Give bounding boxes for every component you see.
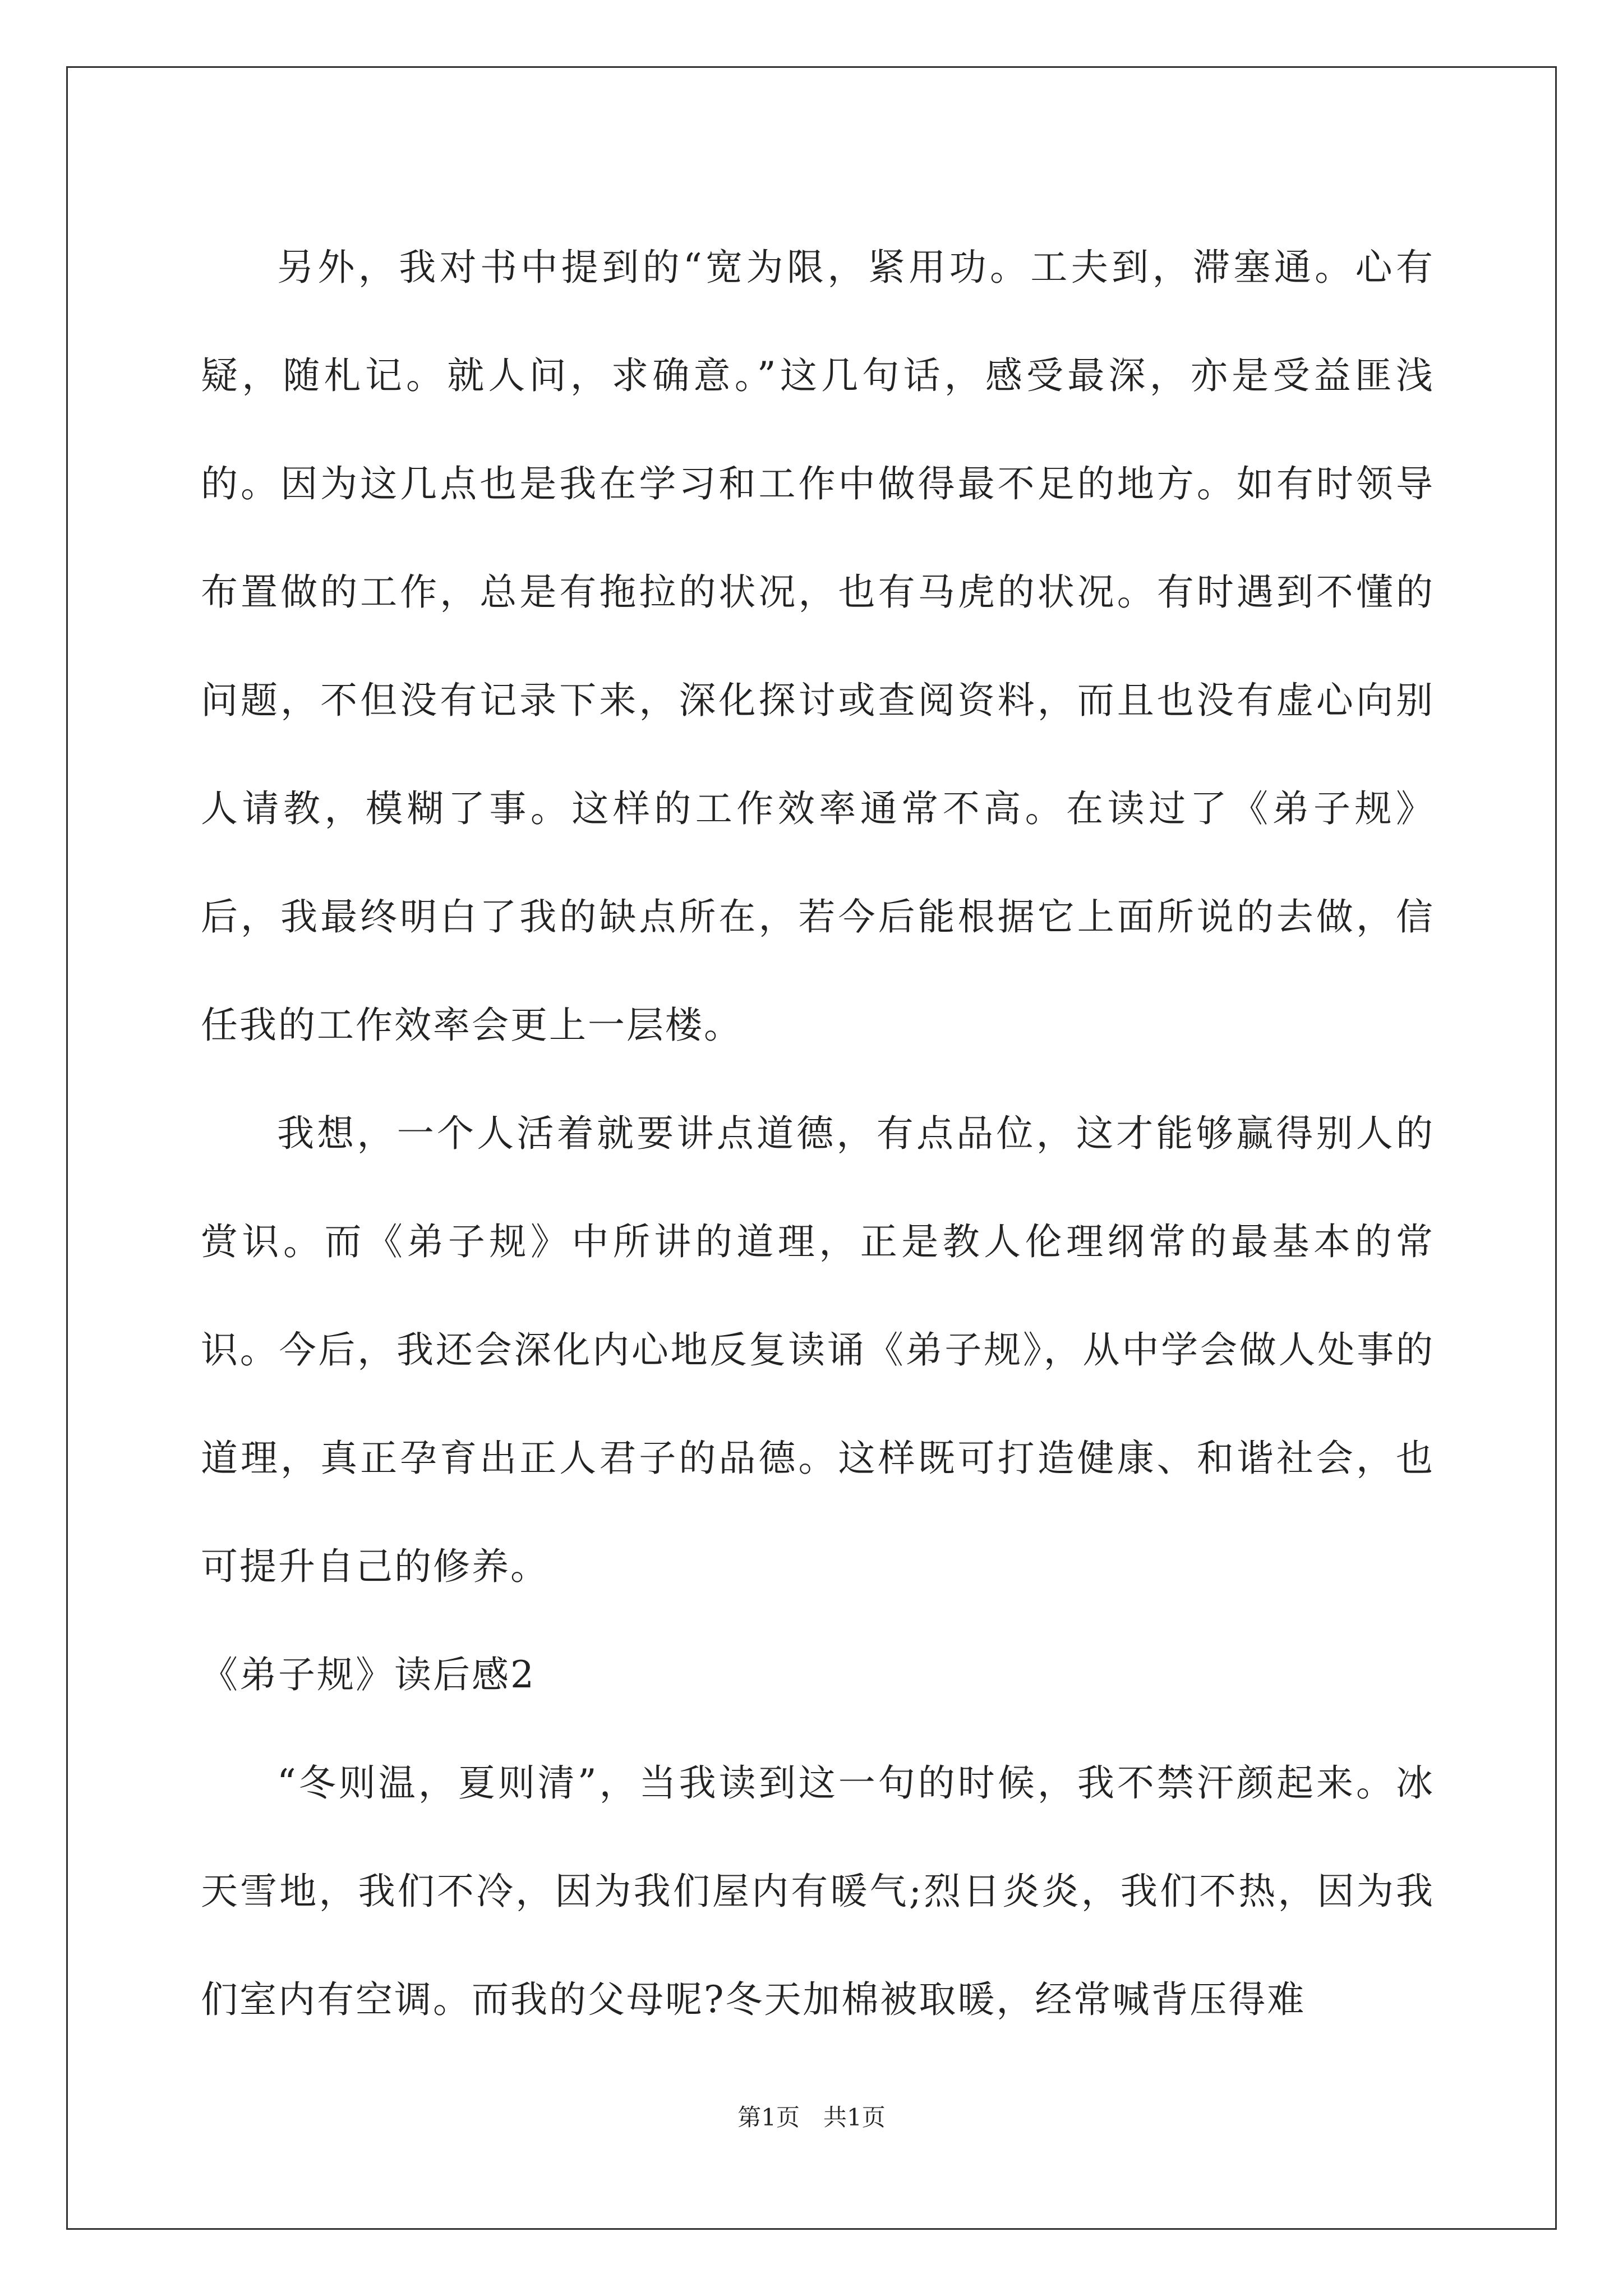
paragraph-3: “冬则温，夏则清”，当我读到这一句的时候，我不禁汗颜起来。冰天雪地，我们不冷，因为我们屋内有暖气;烈日炎炎，我们不热，因为我们室内有空调。而我的父母呢?冬天加棉被取暖，经常喊背压得难 [201,1761,1435,2021]
paragraph-1: 另外，我对书中提到的“宽为限，紧用功。工夫到，滞塞通。心有疑，随札记。就人问，求确意。”这几句话，感受最深，亦是受益匪浅的。因为这几点也是我在学习和工作中做得最不足的地方。如有时领导布置做的工作，总是有拖拉的状况，也有马虎的状况。有时遇到不懂的问题，不但没有记录下来，深化探讨或查阅资料，而且也没有虚心向别人请教，模糊了事。这样的工作效率通常不高。在读过了《弟子规》后，我最终明白了我的缺点所在，若今后能根据它上面所说的去做，信任我的工作效率会更上一层楼。 [201,246,1435,1047]
section-heading: 《弟子规》读后感2 [201,1653,536,1696]
paragraph-2: 我想，一个人活着就要讲点道德，有点品位，这才能够赢得别人的赏识。而《弟子规》中所讲的道理，正是教人伦理纲常的最基本的常识。今后，我还会深化内心地反复读诵《弟子规》，从中学会做人处事的道理，真正孕育出正人君子的品德。这样既可打造健康、和谐社会，也可提升自己的修养。 [201,1112,1435,1588]
document-body [201,213,1435,2054]
page-footer: 第1页 共1页 [737,2104,886,2131]
